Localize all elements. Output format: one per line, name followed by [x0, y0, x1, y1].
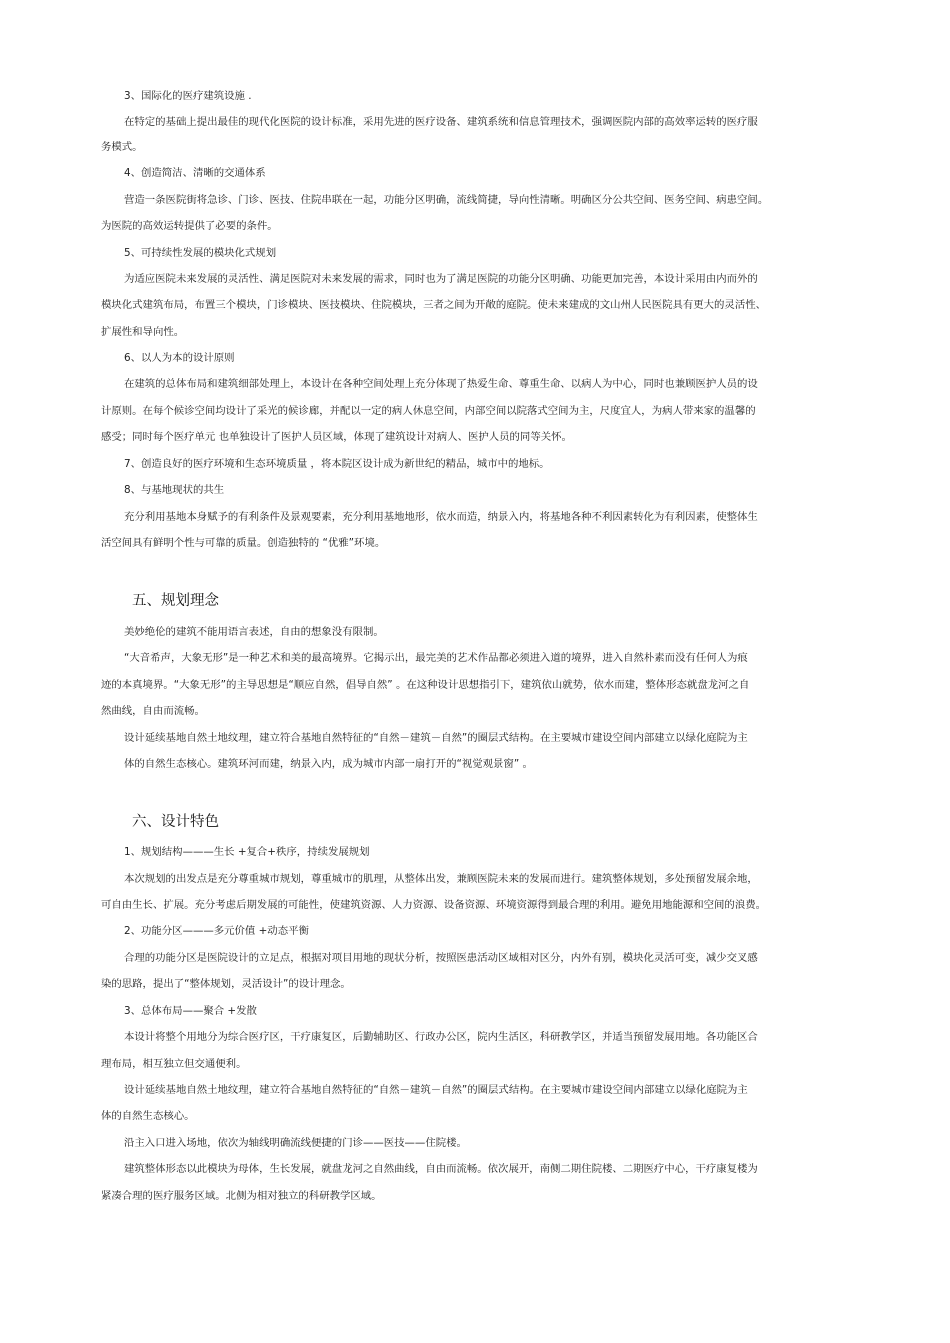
paragraph-line: 务模式。 [101, 141, 143, 153]
paragraph-line: 迹的本真境界。“大象无形”的主导思想是“顺应自然，倡导自然” 。在这种设计思想指引下，建筑依山就势，依水而建，整体形态就盘龙河之自 [101, 679, 750, 691]
paragraph-line: 理布局，相互独立但交通便利。 [101, 1058, 247, 1070]
paragraph-line: 沿主入口进入场地，依次为轴线明确流线便捷的门诊——医技——住院楼。 [124, 1137, 467, 1149]
paragraph-line: 美妙绝伦的建筑不能用语言表述，自由的想象没有限制。 [124, 626, 384, 638]
paragraph-line: 然曲线，自由而流畅。 [101, 705, 205, 717]
paragraph-line: 合理的功能分区是医院设计的立足点，根据对项目用地的现状分析，按照医患活动区域相对区分，内外有别，模块化灵活可变，减少交叉感 [124, 952, 758, 964]
feature-3-heading: 3、总体布局——聚合 +发散 [124, 1005, 257, 1017]
paragraph-line: 充分利用基地本身赋予的有利条件及景观要素，充分利用基地地形，依水而造，纳景入内，将基地各种不利因素转化为有利因素，使整体生 [124, 511, 758, 523]
section-heading-six: 六、设计特色 [132, 814, 219, 830]
paragraph-line: 本次规划的出发点是充分尊重城市规划，尊重城市的肌理，从整体出发，兼顾医院未来的发展而进行。建筑整体规划，多处预留发展余地， [124, 873, 758, 885]
paragraph-line: 紧凑合理的医疗服务区域。北侧为相对独立的科研教学区域。 [101, 1190, 382, 1202]
paragraph-line: 建筑整体形态以此模块为母体，生长发展，就盘龙河之自然曲线，自由而流畅。依次展开，南侧二期住院楼、二期医疗中心，干疗康复楼为 [124, 1163, 758, 1175]
paragraph-line: 为适应医院未来发展的灵活性、满足医院对未来发展的需求，同时也为了满足医院的功能分区明确、功能更加完善，本设计采用由内而外的 [124, 273, 758, 285]
paragraph-line: 扩展性和导向性。 [101, 326, 185, 338]
paragraph-line: 可自由生长、扩展。充分考虑后期发展的可能性，使建筑资源、人力资源、设备资源、环境资源得到最合理的利用。避免用地能源和空间的浪费。 [101, 899, 766, 911]
paragraph-line: 在建筑的总体布局和建筑细部处理上，本设计在各种空间处理上充分体现了热爱生命、尊重生命、以病人为中心，同时也兼顾医护人员的设 [124, 378, 758, 390]
item-6-heading: 6、以人为本的设计原则 [124, 352, 235, 364]
section-heading-five: 五、规划理念 [132, 593, 219, 609]
paragraph-line: 设计延续基地自然土地纹理，建立符合基地自然特征的“自然－建筑－自然”的圈层式结构。在主要城市建设空间内部建立以绿化庭院为主 [124, 732, 748, 744]
paragraph-line: 染的思路，提出了“整体规划，灵活设计”的设计理念。 [101, 978, 351, 990]
feature-2-heading: 2、功能分区———多元价值 +动态平衡 [124, 925, 309, 937]
paragraph-line: 模块化式建筑布局，布置三个模块，门诊模块、医技模块、住院模块，三者之间为开敞的庭院。使未来建成的文山州人民医院具有更大的灵活性、 [101, 299, 766, 311]
paragraph-line: 营造一条医院街将急诊、门诊、医技、住院串联在一起，功能分区明确，流线简捷，导向性清晰。明确区分公共空间、医务空间、病患空间。 [124, 194, 769, 206]
item-3-heading: 3、国际化的医疗建筑设施 . [124, 90, 252, 102]
paragraph-line: 计原则。在每个候诊空间均设计了采光的候诊廊，并配以一定的病人休息空间，内部空间以院落式空间为主，尺度宜人，为病人带来家的温馨的 [101, 405, 756, 417]
paragraph-line: 为医院的高效运转提供了必要的条件。 [101, 220, 278, 232]
paragraph-line: “大音希声，大象无形”是一种艺术和美的最高境界。它揭示出，最完美的艺术作品都必须进入道的境界，进入自然朴素而没有任何人为痕 [124, 652, 748, 664]
paragraph-line: 本设计将整个用地分为综合医疗区，干疗康复区，后勤辅助区、行政办公区，院内生活区，科研教学区，并适当预留发展用地。各功能区合 [124, 1031, 758, 1043]
item-4-heading: 4、创造简洁、清晰的交通体系 [124, 167, 266, 179]
paragraph-line: 体的自然生态核心。 [101, 1110, 195, 1122]
paragraph-line: 设计延续基地自然土地纹理，建立符合基地自然特征的“自然－建筑－自然”的圈层式结构。在主要城市建设空间内部建立以绿化庭院为主 [124, 1084, 748, 1096]
item-7-heading: 7、创造良好的医疗环境和生态环境质量 ，将本院区设计成为新世纪的精品，城市中的地标。 [124, 458, 550, 470]
paragraph-line: 感受；同时每个医疗单元 也单独设计了医护人员区域，体现了建筑设计对病人、医护人员的同等关怀。 [101, 431, 572, 443]
paragraph-line: 在特定的基础上提出最佳的现代化医院的设计标准，采用先进的医疗设备、建筑系统和信息管理技术，强调医院内部的高效率运转的医疗服 [124, 116, 758, 128]
item-5-heading: 5、可持续性发展的模块化式规划 [124, 247, 277, 259]
paragraph-line: 活空间具有鲜明个性与可靠的质量。创造独特的 “优雅”环境。 [101, 537, 386, 549]
feature-1-heading: 1、规划结构———生长 +复合+秩序，持续发展规划 [124, 846, 370, 858]
paragraph-line: 体的自然生态核心。建筑环河而建，纳景入内，成为城市内部一扇打开的“视觉观景窗” 。 [124, 758, 533, 770]
item-8-heading: 8、与基地现状的共生 [124, 484, 225, 496]
